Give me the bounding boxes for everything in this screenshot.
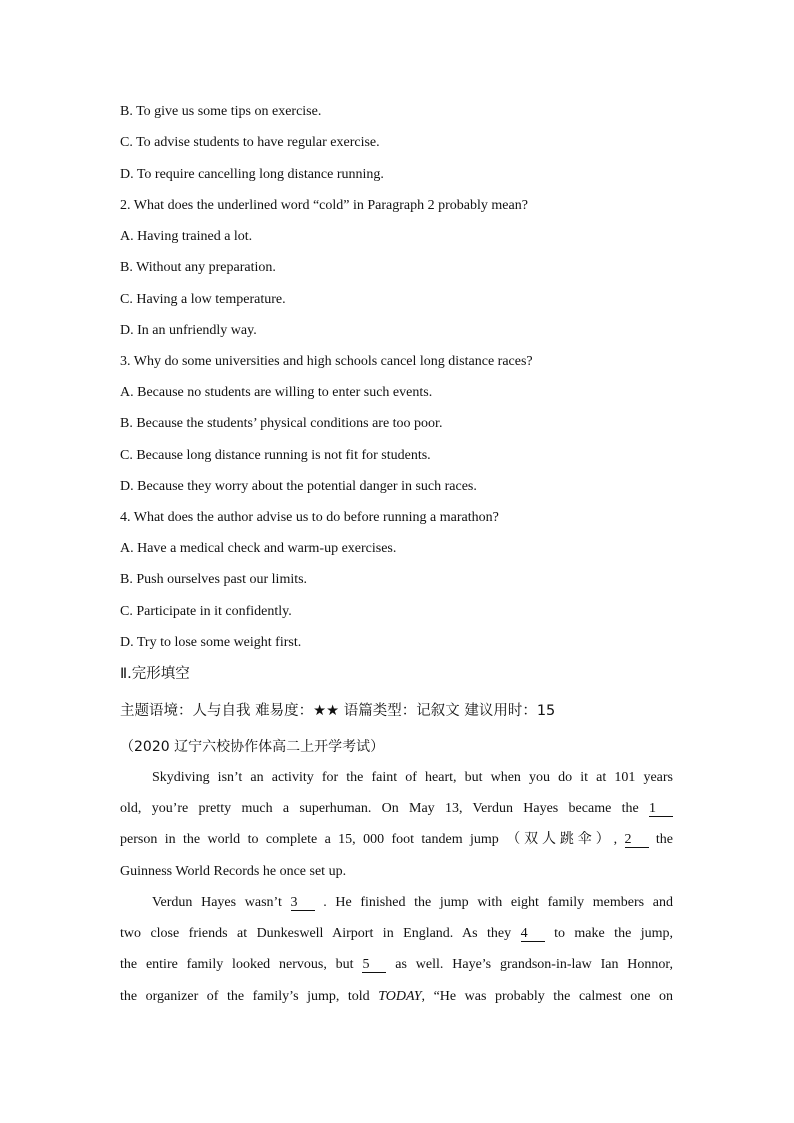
- passage-text: the organizer of the family’s jump, told: [120, 988, 370, 1004]
- section-meta: 主题语境：人与自我 难易度：★★ 语篇类型：记叙文 建议用时：15: [120, 703, 556, 719]
- passage-text: , “He was probably the calmest one on: [421, 988, 673, 1004]
- q3-option-b: B. Because the students’ physical conditions are too poor.: [120, 416, 443, 431]
- passage-line: [120, 831, 673, 862]
- q3-option-d: D. Because they worry about the potential danger in such races.: [120, 479, 477, 494]
- passage-italic-text: TODAY: [378, 988, 422, 1004]
- section-title: Ⅱ.完形填空: [120, 666, 190, 682]
- q2-option-d: D. In an unfriendly way.: [120, 323, 257, 338]
- blank-2[interactable]: 2: [625, 832, 649, 848]
- blank-5[interactable]: 5: [362, 957, 386, 973]
- passage-line: [120, 956, 673, 987]
- passage-paragraph-1: [120, 769, 673, 894]
- q4-option-c: C. Participate in it confidently.: [120, 604, 292, 619]
- passage-line: [120, 988, 673, 1019]
- passage-text: to make the jump,: [554, 926, 674, 942]
- q2-option-a: A. Having trained a lot.: [120, 229, 253, 244]
- passage-text: person in the world to complete a 15, 000 foot tandem jump （双人跳伞）,: [120, 832, 618, 848]
- passage-text: the entire family looked nervous, but: [120, 957, 354, 973]
- q4-option-d: D. Try to lose some weight first.: [120, 635, 302, 650]
- q2-stem: 2. What does the underlined word “cold” in Paragraph 2 probably mean?: [120, 198, 528, 213]
- q1-option-b: B. To give us some tips on exercise.: [120, 104, 322, 119]
- q3-stem: 3. Why do some universities and high schools cancel long distance races?: [120, 354, 533, 369]
- q1-option-c: C. To advise students to have regular exercise.: [120, 135, 380, 150]
- passage-text: two close friends at Dunkeswell Airport in England. As they: [120, 926, 512, 942]
- passage-text: old, you’re pretty much a superhuman. On May 13, Verdun Hayes became the: [120, 801, 639, 817]
- q4-option-b: B. Push ourselves past our limits.: [120, 572, 308, 587]
- passage-text: as well. Haye’s grandson-in-law Ian Honnor,: [395, 957, 674, 973]
- q2-option-c: C. Having a low temperature.: [120, 292, 286, 307]
- q1-option-d: D. To require cancelling long distance running.: [120, 167, 384, 182]
- q3-option-a: A. Because no students are willing to enter such events.: [120, 385, 433, 400]
- passage-line: Guinness World Records he once set up.: [120, 863, 347, 879]
- passage-line: [120, 925, 673, 956]
- blank-1[interactable]: 1: [649, 801, 673, 817]
- passage-source: （2020 辽宁六校协作体高二上开学考试）: [120, 739, 385, 755]
- q4-option-a: A. Have a medical check and warm-up exercises.: [120, 541, 397, 556]
- passage-text: . He finished the jump with eight family members and: [323, 895, 673, 910]
- blank-4[interactable]: 4: [521, 926, 545, 942]
- passage-paragraph-2: [120, 894, 673, 1019]
- blank-3[interactable]: 3: [291, 895, 315, 911]
- q2-option-b: B. Without any preparation.: [120, 260, 276, 275]
- q4-stem: 4. What does the author advise us to do before running a marathon?: [120, 510, 499, 525]
- q3-option-c: C. Because long distance running is not fit for students.: [120, 448, 431, 463]
- passage-line: [120, 894, 673, 925]
- passage-line: Skydiving isn’t an activity for the faint of heart, but when you do it at 101 years: [152, 770, 673, 785]
- passage-text: Verdun Hayes wasn’t: [152, 895, 282, 910]
- passage-line: [120, 800, 673, 831]
- passage-text: the: [655, 832, 674, 848]
